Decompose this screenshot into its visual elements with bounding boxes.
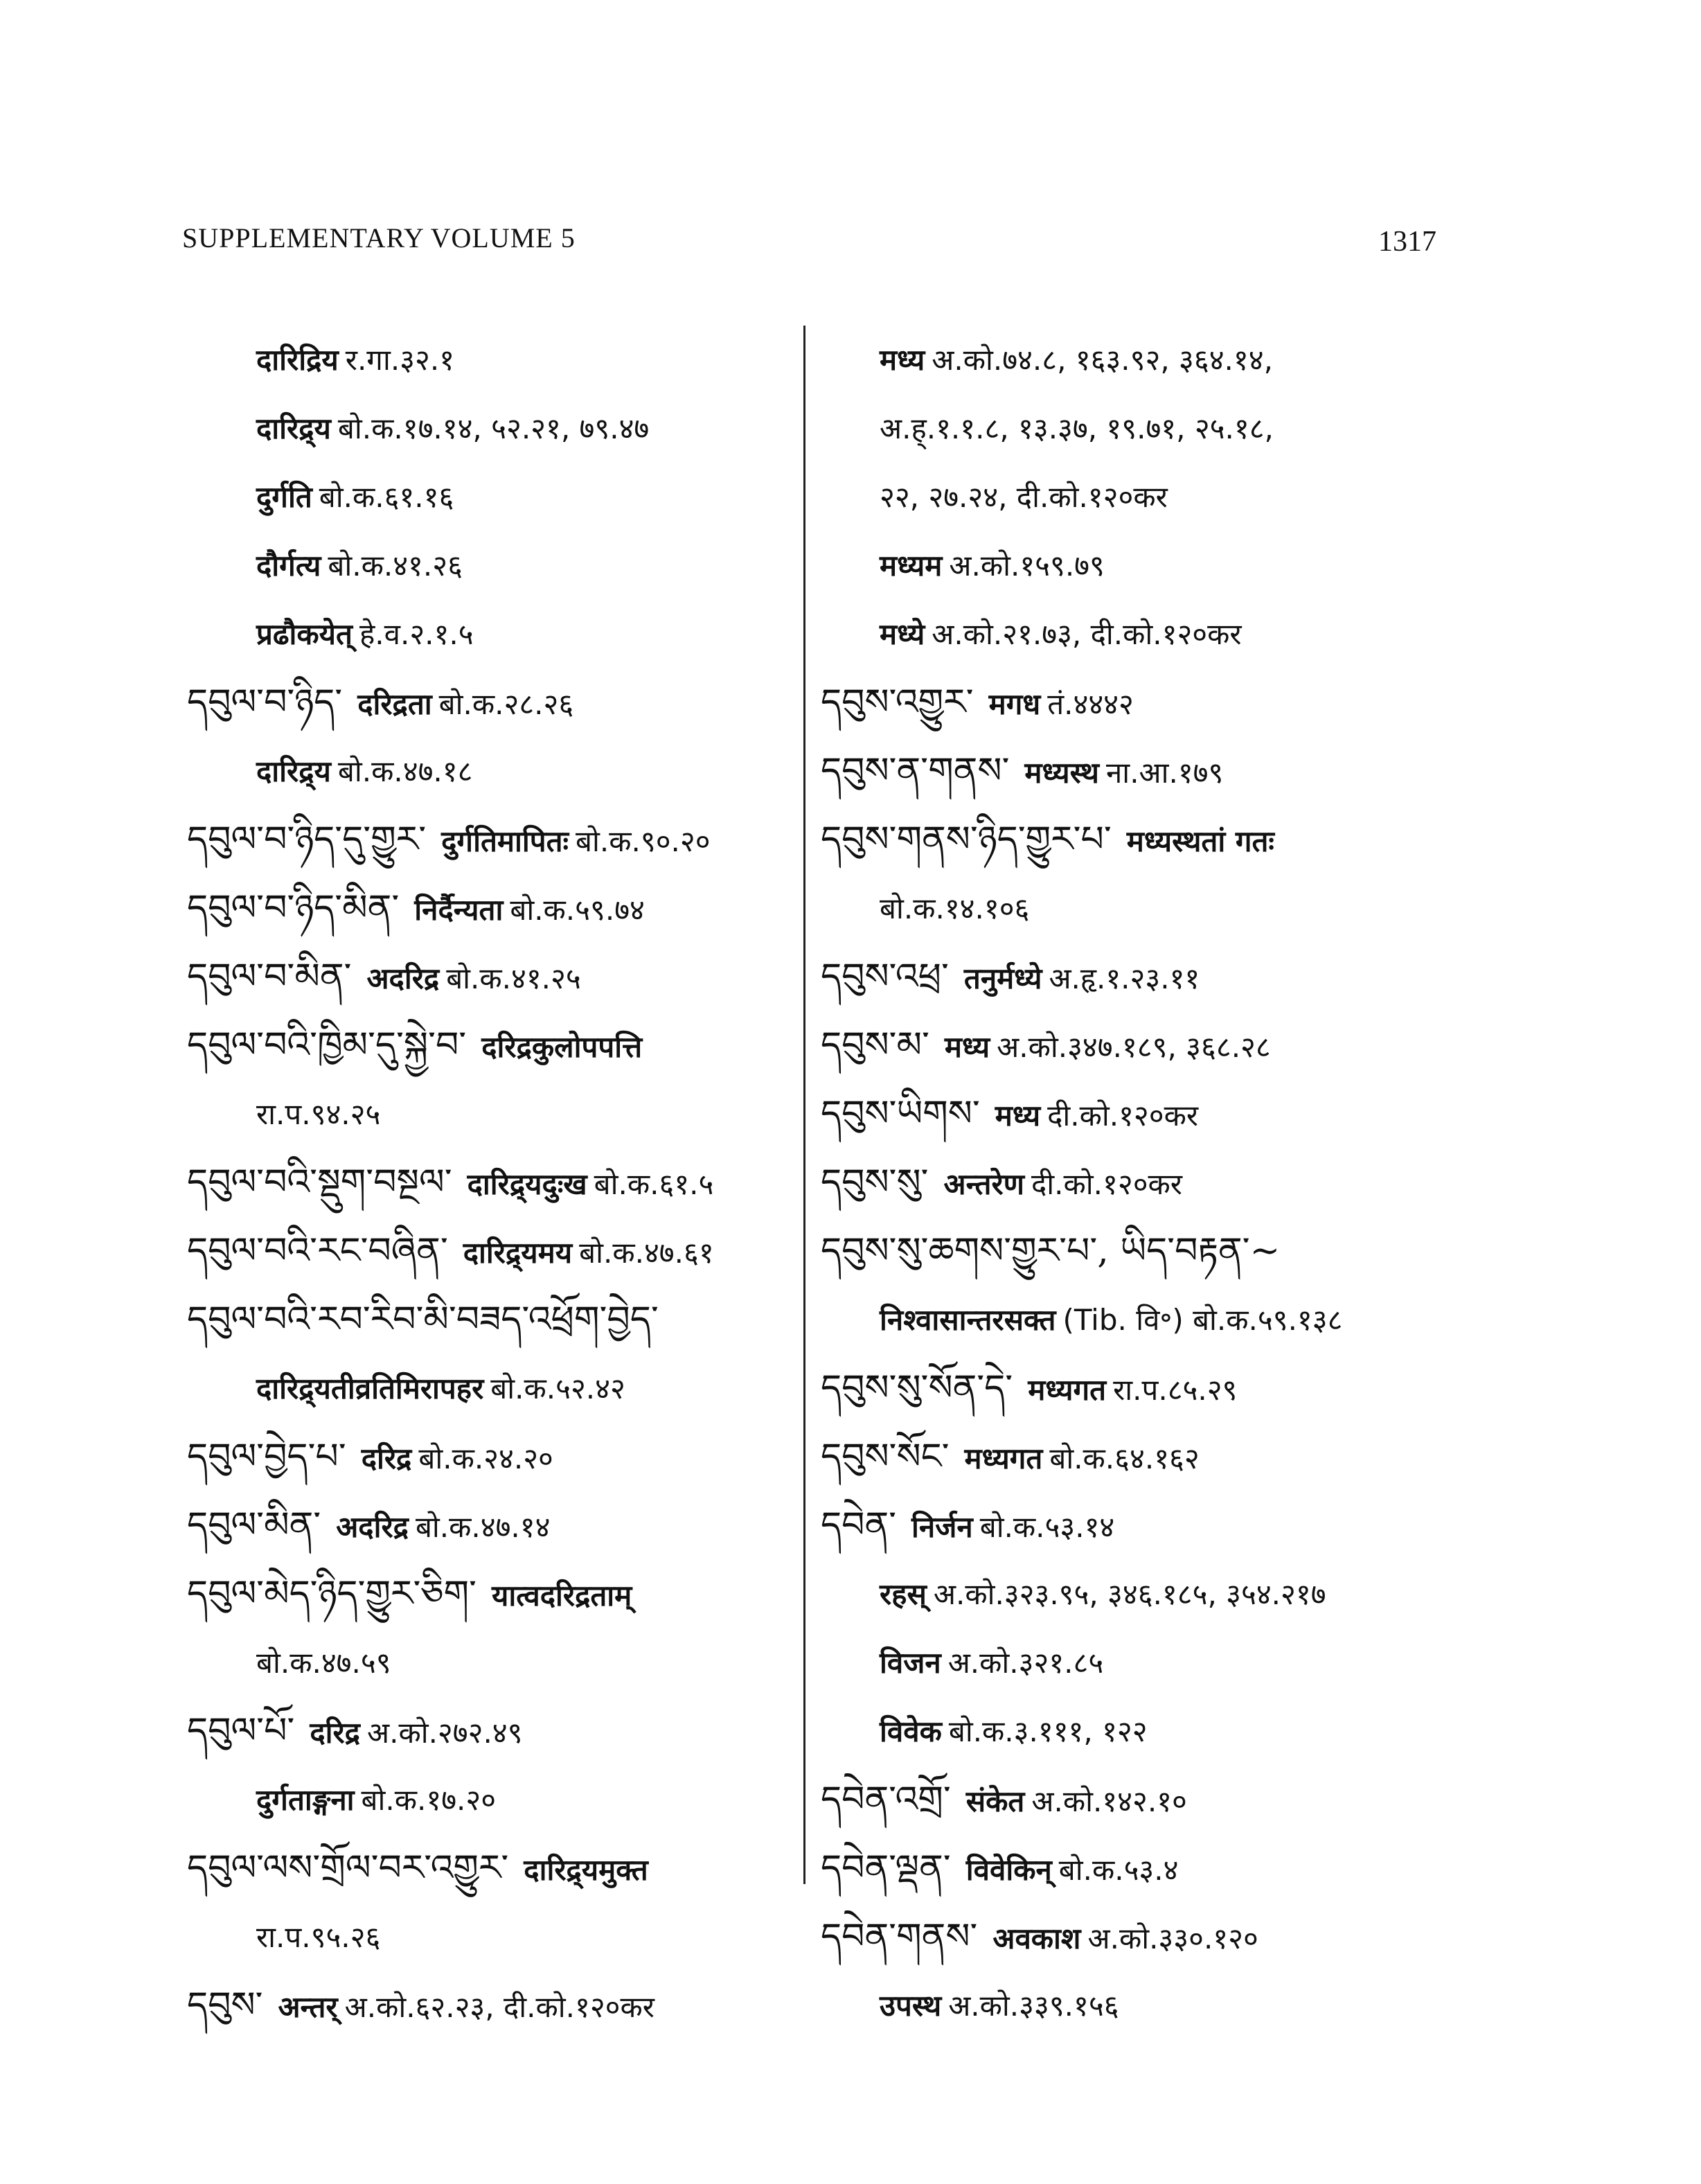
- sanskrit-equivalent: मगध: [988, 687, 1041, 721]
- source-reference: बो.क.९०.२०: [576, 824, 711, 858]
- sanskrit-equivalent: मध्ये: [880, 617, 925, 651]
- tibetan-term: དབུལ་ལས་གྲོལ་བར་འགྱུར་: [187, 1847, 509, 1889]
- entry-line: [821, 463, 1513, 531]
- entry-line: [187, 1080, 796, 1148]
- sanskrit-equivalent: दारिद्र्यतीव्रतिमिरापहर: [256, 1371, 484, 1405]
- source-reference: बो.क.५९.७४: [510, 893, 645, 927]
- entry-line: [821, 668, 1513, 737]
- source-reference: बो.क.४७.६१: [579, 1236, 714, 1270]
- sanskrit-equivalent: दुर्गतिमापितः: [441, 824, 569, 858]
- entry-line: [187, 737, 796, 806]
- tibetan-term: དབུས་ཡིགས་: [821, 1093, 980, 1135]
- source-reference: अ.को.३४७.१८९, ३६८.२८: [997, 1030, 1271, 1064]
- source-reference: अ.को.२१.७३, दी.को.१२०कर: [932, 617, 1242, 651]
- entry-line: [821, 1148, 1513, 1217]
- tibetan-term: དབུལ་བའི་རང་བཞིན་: [187, 1230, 448, 1272]
- entry-line: [187, 1766, 796, 1834]
- entry-line: [187, 1148, 796, 1217]
- tibetan-term: དབེན་ལྡན་: [821, 1847, 951, 1889]
- entry-line: [821, 1286, 1513, 1354]
- entry-line: [821, 1903, 1513, 1971]
- sanskrit-equivalent: संकेत: [965, 1784, 1025, 1818]
- tibetan-term: དབེན་གནས་: [821, 1916, 978, 1957]
- sanskrit-equivalent: मध्यम: [880, 549, 943, 583]
- sanskrit-equivalent: विवेक: [880, 1714, 942, 1748]
- tibetan-term: དབུལ་བ་མིན་: [187, 956, 352, 997]
- source-reference: बो.क.४७.१८: [337, 754, 473, 788]
- entry-line: [821, 1697, 1513, 1766]
- entry-line: [821, 1011, 1513, 1080]
- source-reference: बो.क.१७.२०: [361, 1783, 497, 1817]
- source-reference: (Tib. वि॰) बो.क.५९.१३८: [1062, 1303, 1343, 1337]
- sanskrit-equivalent: विवेकिन्: [965, 1853, 1052, 1887]
- tibetan-term: དབུས་འགྱུར་: [821, 682, 974, 723]
- entry-line: [187, 1217, 796, 1286]
- source-reference: बो.क.१४.१०६: [880, 891, 1030, 925]
- source-reference: दी.को.१२०कर: [1031, 1167, 1182, 1201]
- sanskrit-equivalent: मध्यस्थतां गतः: [1126, 824, 1274, 858]
- sanskrit-equivalent: दौर्गत्य: [256, 549, 321, 583]
- entry-line: [187, 668, 796, 737]
- entry-line: [821, 1080, 1513, 1148]
- sanskrit-equivalent: दरिद्र: [361, 1441, 412, 1475]
- tibetan-term: དབུལ་བ་ཉིད་: [187, 682, 343, 723]
- source-reference: बो.क.४१.२६: [328, 549, 463, 583]
- entry-line: [821, 1354, 1513, 1423]
- sanskrit-equivalent: निर्जन: [911, 1510, 973, 1544]
- entry-line: [821, 1217, 1513, 1286]
- tibetan-term: དབུས་འཕྲ་: [821, 956, 949, 997]
- source-reference: र.गा.३२.१: [345, 343, 455, 377]
- entry-line: [821, 1491, 1513, 1560]
- entry-line: [187, 1903, 796, 1971]
- source-reference: बो.क.३.१११, १२२: [948, 1714, 1148, 1748]
- column-divider: [803, 326, 805, 1884]
- entry-line: [187, 394, 796, 463]
- source-reference: बो.क.६१.१६: [319, 480, 454, 514]
- tibetan-term: དབུལ་མིན་: [187, 1504, 321, 1546]
- sanskrit-equivalent: अन्तरेण: [943, 1167, 1024, 1201]
- source-reference: बो.क.४७.५९: [256, 1646, 391, 1680]
- sanskrit-equivalent: अवकाश: [992, 1921, 1081, 1955]
- entry-line: [187, 1834, 796, 1903]
- sanskrit-equivalent: निर्दैन्यता: [414, 893, 504, 927]
- source-reference: बो.क.५२.४२: [490, 1371, 625, 1405]
- source-reference: तं.४४४२: [1047, 687, 1134, 721]
- entry-line: [187, 1423, 796, 1491]
- source-reference: अ.हृ.१.२३.११: [1049, 961, 1200, 995]
- entry-line: [187, 1011, 796, 1080]
- entry-line: [821, 1423, 1513, 1491]
- entry-line: [187, 463, 796, 531]
- tibetan-term: དབུལ་པོ་: [187, 1710, 295, 1752]
- entry-line: [821, 531, 1513, 600]
- sanskrit-equivalent: दारिद्र्यमुक्त: [524, 1853, 648, 1887]
- sanskrit-equivalent: दरिद्रकुलोपपत्ति: [481, 1030, 643, 1064]
- sanskrit-equivalent: दारिद्र्य: [256, 411, 331, 445]
- entry-line: [821, 943, 1513, 1011]
- source-reference: अ.को.३२३.९५, ३४६.१८५, ३५४.२१७: [933, 1577, 1326, 1611]
- entry-line: [187, 1354, 796, 1423]
- entry-line: [187, 1286, 796, 1354]
- source-reference: बो.क.२८.२६: [438, 687, 574, 721]
- sanskrit-equivalent: प्रढौकयेत्: [256, 617, 353, 651]
- sanskrit-equivalent: विजन: [880, 1646, 941, 1680]
- source-reference: रा.प.९५.२६: [256, 1920, 381, 1954]
- sanskrit-equivalent: मध्यगत: [1028, 1373, 1107, 1407]
- left-column: [187, 326, 796, 2040]
- source-reference: बो.क.४१.२५: [446, 961, 581, 995]
- sanskrit-equivalent: मध्यगत: [964, 1441, 1043, 1475]
- entry-line: [821, 1628, 1513, 1697]
- source-reference: रा.प.९४.२५: [256, 1097, 381, 1131]
- sanskrit-equivalent: दारिद्रिय: [256, 343, 339, 377]
- sanskrit-equivalent: दुर्गताङ्गना: [256, 1783, 355, 1817]
- source-reference: हे.व.२.१.५: [359, 617, 474, 651]
- entry-line: [187, 806, 796, 874]
- sanskrit-equivalent: दारिद्र्यमय: [463, 1236, 573, 1270]
- tibetan-term: དབེན་འགྲོ་: [821, 1779, 951, 1820]
- tibetan-term: དབུས་སུ་: [821, 1162, 929, 1203]
- source-reference: बो.क.५३.४: [1058, 1853, 1179, 1887]
- source-reference: दी.को.१२०कर: [1047, 1099, 1199, 1133]
- entry-line: [187, 943, 796, 1011]
- source-reference: अ.को.३३०.१२०: [1087, 1921, 1258, 1955]
- entry-line: [821, 394, 1513, 463]
- source-reference: अ.को.१४२.१०: [1031, 1784, 1187, 1818]
- source-reference: अ.को.३२१.८५: [947, 1646, 1104, 1680]
- source-reference: ना.आ.१७९: [1106, 756, 1224, 790]
- tibetan-term: དབུལ་བའི་རབ་རིབ་མི་བཟད་འཕྲོག་བྱེད་: [187, 1299, 659, 1340]
- tibetan-term: དབུལ་བ་ཉིད་དུ་གྱུར་: [187, 819, 427, 860]
- sanskrit-equivalent: अदरिद्र: [336, 1510, 409, 1544]
- entry-line: [187, 531, 796, 600]
- sanskrit-equivalent: उपस्थ: [880, 1989, 942, 2023]
- entry-line: [187, 874, 796, 943]
- entry-line: [821, 1560, 1513, 1628]
- sanskrit-equivalent: मध्य: [944, 1030, 990, 1064]
- source-reference: अ.को.६२.२३, दी.को.१२०कर: [344, 1990, 654, 2024]
- source-reference: २२, २७.२४, दी.को.१२०कर: [880, 480, 1168, 514]
- entry-line: [821, 600, 1513, 668]
- source-reference: अ.ह्.१.१.८, १३.३७, १९.७१, २५.१८,: [880, 411, 1274, 445]
- sanskrit-equivalent: निश्वासान्तरसक्त: [880, 1303, 1056, 1337]
- entry-line: [821, 1971, 1513, 2040]
- source-reference: बो.क.१७.१४, ५२.२१, ७९.४७: [337, 411, 650, 445]
- entry-line: [821, 737, 1513, 806]
- sanskrit-equivalent: मध्य: [880, 343, 925, 377]
- sanskrit-equivalent: यात्वदरिद्रताम्: [491, 1579, 632, 1613]
- entry-line: [187, 326, 796, 394]
- entry-line: [821, 806, 1513, 874]
- running-head: SUPPLEMENTARY VOLUME 5: [182, 222, 576, 254]
- source-reference: बो.क.५३.१४: [979, 1510, 1115, 1544]
- page-number: 1317: [1378, 226, 1436, 258]
- sanskrit-equivalent: दरिद्र: [310, 1716, 360, 1750]
- sanskrit-equivalent: तनुर्मध्ये: [963, 961, 1042, 995]
- sanskrit-equivalent: दुर्गति: [256, 480, 312, 514]
- entry-line: [821, 874, 1513, 943]
- sanskrit-equivalent: दरिद्रता: [357, 687, 432, 721]
- source-reference: बो.क.६४.१६२: [1049, 1441, 1200, 1475]
- tibetan-term: དབུས་སོང་: [821, 1436, 950, 1477]
- tibetan-term: དབེན་: [821, 1504, 897, 1546]
- tibetan-term: དབུས་: [187, 1985, 263, 2026]
- tibetan-term: དབུས་མ་: [821, 1024, 929, 1066]
- entry-line: [187, 1560, 796, 1628]
- source-reference: अ.को.७४.८, १६३.९२, ३६४.१४,: [932, 343, 1273, 377]
- tibetan-term: དབུལ་མེད་ཉིད་གྱུར་ཅིག་: [187, 1573, 477, 1615]
- sanskrit-equivalent: दारिद्र्य: [256, 754, 331, 788]
- tibetan-term: དབུས་གནས་ཉིད་གྱུར་པ་: [821, 819, 1112, 860]
- sanskrit-equivalent: रहस्: [880, 1577, 927, 1611]
- entry-line: [187, 1697, 796, 1766]
- source-reference: अ.को.२७२.४९: [367, 1716, 523, 1750]
- source-reference: बो.क.४७.१४: [415, 1510, 551, 1544]
- tibetan-term: དབུས་སུ་སོན་དེ་: [821, 1367, 1013, 1409]
- tibetan-term: དབུལ་བ་ཉིད་མིན་: [187, 887, 400, 929]
- source-reference: अ.को.१५९.७९: [949, 549, 1105, 583]
- sanskrit-equivalent: मध्यस्थ: [1024, 756, 1099, 790]
- tibetan-term: དབུས་སུ་ཆགས་གྱུར་པ་, ཡིད་བརྟན་~: [821, 1230, 1281, 1272]
- entry-line: [821, 1834, 1513, 1903]
- tibetan-term: དབུལ་བྱེད་པ་: [187, 1436, 346, 1477]
- sanskrit-equivalent: मध्य: [995, 1099, 1041, 1133]
- entry-line: [187, 600, 796, 668]
- tibetan-term: དབུལ་བའི་སྡུག་བསྔལ་: [187, 1162, 452, 1203]
- tibetan-term: དབུས་ན་གནས་: [821, 750, 1010, 792]
- entry-line: [821, 1766, 1513, 1834]
- source-reference: बो.क.२४.२०: [418, 1441, 553, 1475]
- source-reference: रा.प.८५.२९: [1113, 1373, 1238, 1407]
- entry-line: [187, 1628, 796, 1697]
- entry-line: [187, 1971, 796, 2040]
- sanskrit-equivalent: अदरिद्र: [366, 961, 440, 995]
- source-reference: अ.को.३३९.१५६: [948, 1989, 1119, 2023]
- right-column: [821, 326, 1513, 2040]
- sanskrit-equivalent: अन्तर्: [278, 1990, 338, 2024]
- entry-line: [821, 326, 1513, 394]
- source-reference: बो.क.६१.५: [594, 1167, 714, 1201]
- tibetan-term: དབུལ་བའི་ཁྱིམ་དུ་སྐྱེ་བ་: [187, 1024, 467, 1066]
- sanskrit-equivalent: दारिद्र्यदुःख: [467, 1167, 587, 1201]
- entry-line: [187, 1491, 796, 1560]
